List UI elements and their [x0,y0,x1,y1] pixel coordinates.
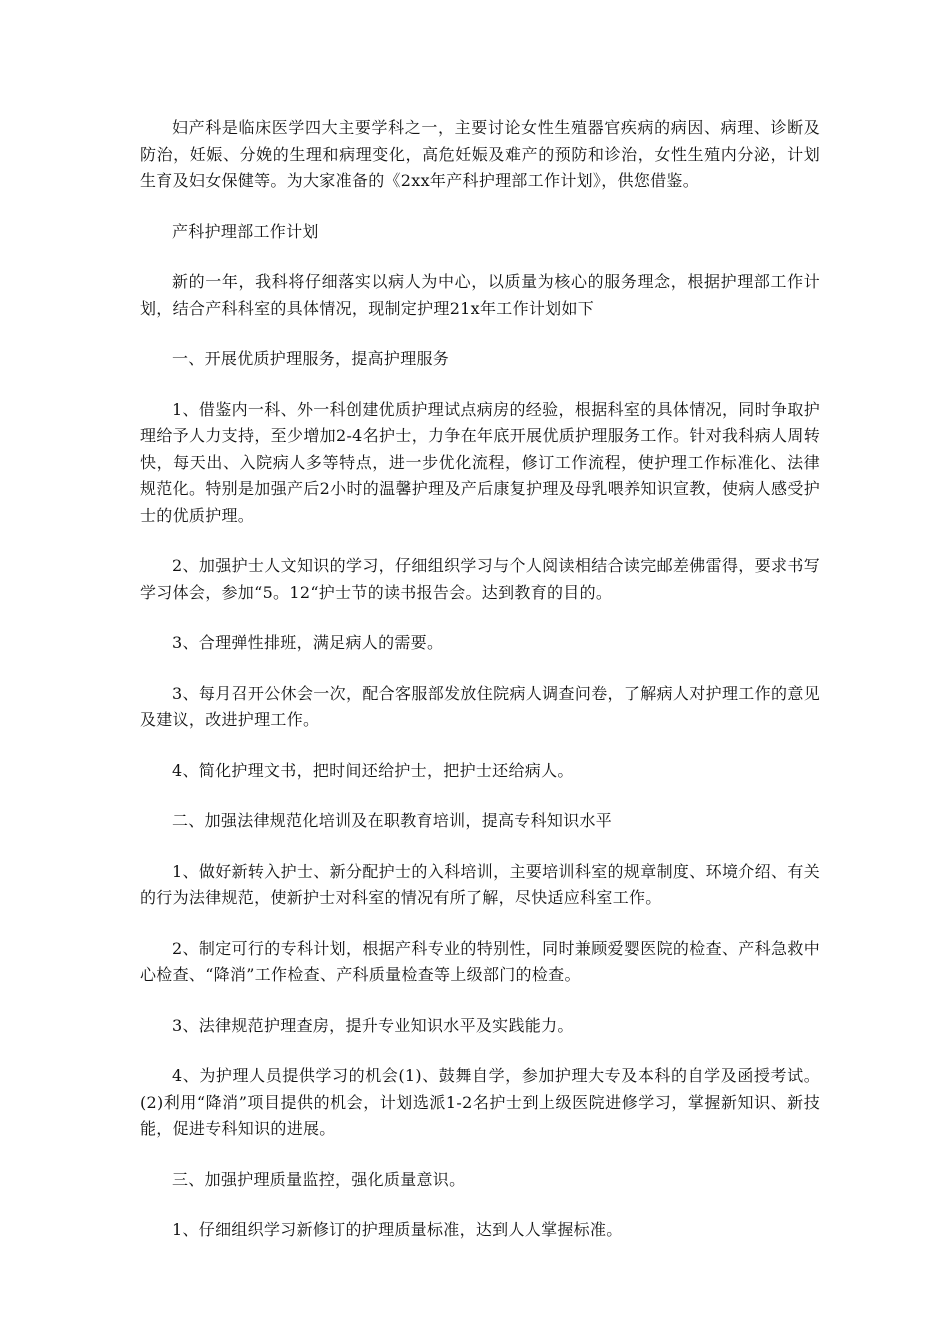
section-1-item-3b: 3、每月召开公休会一次，配合客服部发放住院病人调查问卷，了解病人对护理工作的意见及建议，改进护理工作。 [140,683,820,729]
section-2-item-3: 3、法律规范护理查房，提升专业知识水平及实践能力。 [172,1015,574,1035]
section-heading-1: 一、开展优质护理服务，提高护理服务 [172,349,450,368]
section-1-item-2: 2、加强护士人文知识的学习，仔细组织学习与个人阅读相结合读完邮差佛雷得，要求书写学习体会，参加“5。12“护士节的读书报告会。达到教育的目的。 [140,556,820,602]
section-1-item-3: 3、合理弹性排班，满足病人的需要。 [172,633,444,652]
opening-paragraph: 新的一年，我科将仔细落实以病人为中心，以质量为核心的服务理念，根据护理部工作计划，结合产科科室的具体情况，现制定护理21x年工作计划如下 [140,272,820,318]
section-heading-3: 三、加强护理质量监控，强化质量意识。 [172,1169,466,1189]
section-1-item-4: 4、简化护理文书，把时间还给护士，把护士还给病人。 [172,760,574,780]
section-3-item-1: 1、仔细组织学习新修订的护理质量标准，达到人人掌握标准。 [172,1220,623,1239]
section-2-item-4: 4、为护理人员提供学习的机会(1)、鼓舞自学，参加护理大专及本科的自学及函授考试。(2)利用“降消”项目提供的机会，计划选派1-2名护士到上级医院进修学习，掌握新知识、新技能，促进专科知识的进展。 [140,1066,820,1138]
intro-paragraph: 妇产科是临床医学四大主要学科之一，主要讨论女性生殖器官疾病的病因、病理、诊断及防治，妊娠、分娩的生理和病理变化，高危妊娠及难产的预防和诊治，女性生殖内分泌，计划生育及妇女保健等。为大家准备的《2xx年产科护理部工作计划》，供您借鉴。 [140,118,820,190]
section-heading-2: 二、加强法律规范化培训及在职教育培训，提高专科知识水平 [172,811,613,830]
section-2-item-1: 1、做好新转入护士、新分配护士的入科培训，主要培训科室的规章制度、环境介绍、有关的行为法律规范，使新护士对科室的情况有所了解，尽快适应科室工作。 [140,861,820,907]
document-title: 产科护理部工作计划 [172,221,319,241]
section-1-item-1: 1、借鉴内一科、外一科创建优质护理试点病房的经验，根据科室的具体情况，同时争取护理给予人力支持，至少增加2-4名护士，力争在年底开展优质护理服务工作。针对我科病人周转快，每天出、入院病人多等特点，进一步优化流程，修订工作流程，使护理工作标准化、法律规范化。特别是加强产后2小时的温馨护理及产后康复护理及母乳喂养知识宣教，使病人感受护士的优质护理。 [140,399,820,525]
document-page [140,115,820,1268]
section-2-item-2: 2、制定可行的专科计划，根据产科专业的特别性，同时兼顾爱婴医院的检查、产科急救中心检查、“降消”工作检查、产科质量检查等上级部门的检查。 [140,938,820,984]
